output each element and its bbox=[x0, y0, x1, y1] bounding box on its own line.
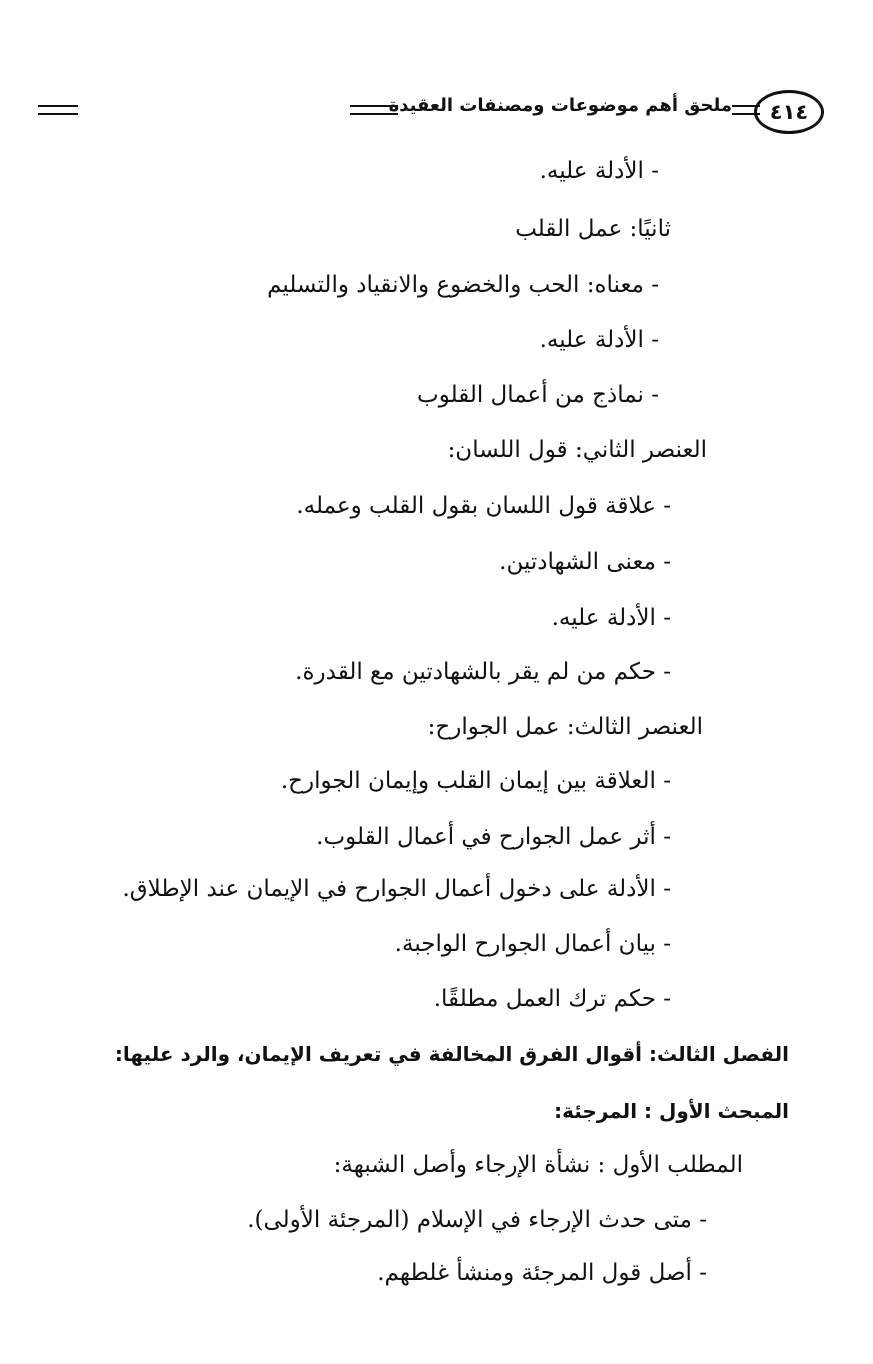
list-item: - علاقة قول اللسان بقول القلب وعمله. bbox=[296, 493, 671, 519]
running-title: ملحق أهم موضوعات ومصنفات العقيدة bbox=[388, 95, 732, 116]
subsection-heading: المطلب الأول : نشأة الإرجاء وأصل الشبهة: bbox=[333, 1152, 743, 1178]
list-item: - الأدلة على دخول أعمال الجوارح في الإيمان عند الإطلاق. bbox=[122, 876, 671, 902]
list-item: - الأدلة عليه. bbox=[539, 327, 659, 353]
list-item: - أثر عمل الجوارح في أعمال القلوب. bbox=[316, 824, 671, 850]
list-item: - نماذج من أعمال القلوب bbox=[417, 382, 659, 408]
list-item: - الأدلة عليه. bbox=[539, 158, 659, 184]
subsection-heading: العنصر الثالث: عمل الجوارح: bbox=[427, 714, 703, 740]
list-item: - حكم من لم يقر بالشهادتين مع القدرة. bbox=[295, 659, 671, 685]
header-rule bbox=[732, 105, 760, 115]
header-rule bbox=[38, 105, 78, 115]
list-item: - متى حدث الإرجاء في الإسلام (المرجئة الأولى). bbox=[247, 1207, 707, 1233]
page-number: ٤١٤ bbox=[754, 90, 824, 134]
list-item: - العلاقة بين إيمان القلب وإيمان الجوارح. bbox=[280, 768, 671, 794]
list-item: - معناه: الحب والخضوع والانقياد والتسليم bbox=[267, 272, 659, 298]
list-item: - الأدلة عليه. bbox=[551, 605, 671, 631]
subsection-heading: ثانيًا: عمل القلب bbox=[515, 216, 671, 242]
list-item: - معنى الشهادتين. bbox=[499, 549, 671, 575]
subsection-heading: العنصر الثاني: قول اللسان: bbox=[447, 437, 707, 463]
list-item: - بيان أعمال الجوارح الواجبة. bbox=[394, 931, 671, 957]
page-header bbox=[38, 90, 824, 134]
chapter-heading: الفصل الثالث: أقوال الفرق المخالفة في تعريف الإيمان، والرد عليها: bbox=[114, 1042, 789, 1066]
section-heading: المبحث الأول : المرجئة: bbox=[554, 1099, 789, 1123]
list-item: - أصل قول المرجئة ومنشأ غلطهم. bbox=[377, 1260, 707, 1286]
header-rule bbox=[350, 105, 398, 115]
list-item: - حكم ترك العمل مطلقًا. bbox=[433, 986, 671, 1012]
